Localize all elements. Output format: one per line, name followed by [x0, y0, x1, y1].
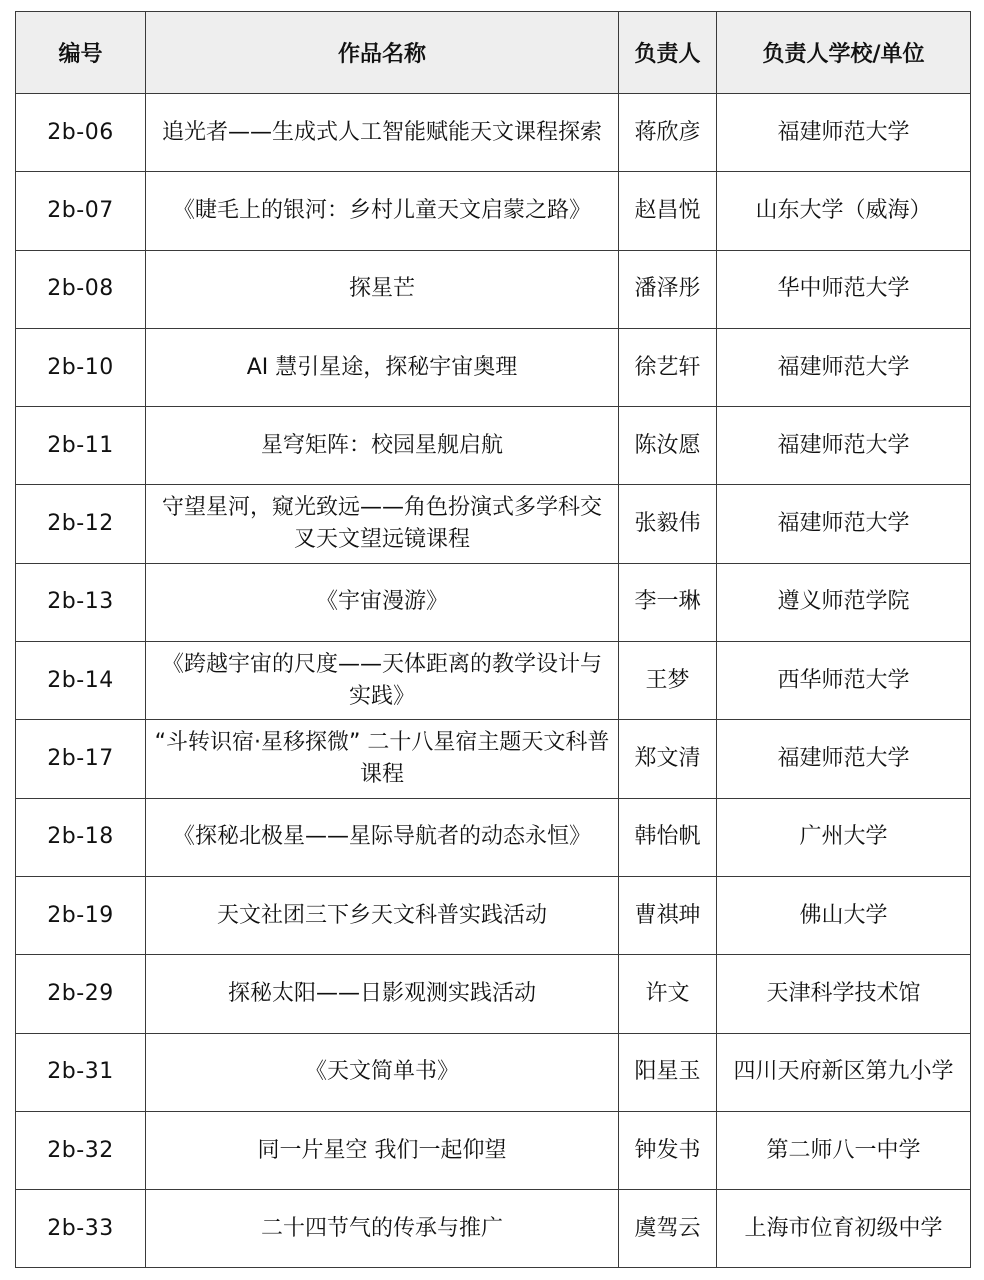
cell-id: 2b-17 [16, 720, 146, 798]
cell-owner: 王梦 [619, 642, 717, 720]
cell-owner: 虞驾云 [619, 1190, 717, 1268]
cell-title: 二十四节气的传承与推广 [146, 1190, 619, 1268]
cell-owner: 潘泽彤 [619, 250, 717, 328]
cell-title: 《探秘北极星——星际导航者的动态永恒》 [146, 798, 619, 876]
header-row [16, 12, 971, 94]
cell-owner: 赵昌悦 [619, 172, 717, 250]
table-row [16, 642, 971, 720]
cell-school: 第二师八一中学 [717, 1111, 971, 1189]
header-id: 编号 [16, 12, 146, 94]
cell-id: 2b-13 [16, 563, 146, 641]
table-row [16, 1033, 971, 1111]
cell-school: 天津科学技术馆 [717, 955, 971, 1033]
cell-id: 2b-08 [16, 250, 146, 328]
table-row [16, 563, 971, 641]
cell-school: 福建师范大学 [717, 94, 971, 172]
table-row [16, 328, 971, 406]
table-row [16, 798, 971, 876]
cell-owner: 张毅伟 [619, 485, 717, 563]
cell-title: 探秘太阳——日影观测实践活动 [146, 955, 619, 1033]
cell-id: 2b-29 [16, 955, 146, 1033]
cell-owner: 蒋欣彦 [619, 94, 717, 172]
table-row [16, 485, 971, 563]
cell-id: 2b-33 [16, 1190, 146, 1268]
table-row [16, 720, 971, 798]
cell-title: 同一片星空 我们一起仰望 [146, 1111, 619, 1189]
cell-title: AI 慧引星途，探秘宇宙奥理 [146, 328, 619, 406]
table-row [16, 172, 971, 250]
cell-school: 佛山大学 [717, 876, 971, 954]
cell-id: 2b-07 [16, 172, 146, 250]
cell-id: 2b-11 [16, 407, 146, 485]
cell-school: 福建师范大学 [717, 407, 971, 485]
cell-title: 星穹矩阵：校园星舰启航 [146, 407, 619, 485]
header-title: 作品名称 [146, 12, 619, 94]
table-row [16, 876, 971, 954]
table-row [16, 1190, 971, 1268]
cell-id: 2b-12 [16, 485, 146, 563]
cell-owner: 许文 [619, 955, 717, 1033]
cell-id: 2b-10 [16, 328, 146, 406]
cell-id: 2b-19 [16, 876, 146, 954]
table-row [16, 1111, 971, 1189]
cell-id: 2b-14 [16, 642, 146, 720]
cell-school: 广州大学 [717, 798, 971, 876]
awards-table [15, 11, 971, 1268]
cell-title: 追光者——生成式人工智能赋能天文课程探索 [146, 94, 619, 172]
cell-id: 2b-06 [16, 94, 146, 172]
cell-title: “斗转识宿·星移探微” 二十八星宿主题天文科普课程 [146, 720, 619, 798]
cell-owner: 陈汝愿 [619, 407, 717, 485]
cell-school: 福建师范大学 [717, 720, 971, 798]
table-row [16, 94, 971, 172]
table-body [16, 94, 971, 1268]
cell-school: 华中师范大学 [717, 250, 971, 328]
cell-id: 2b-18 [16, 798, 146, 876]
cell-owner: 钟发书 [619, 1111, 717, 1189]
cell-owner: 阳星玉 [619, 1033, 717, 1111]
cell-id: 2b-31 [16, 1033, 146, 1111]
cell-title: 探星芒 [146, 250, 619, 328]
table-row [16, 250, 971, 328]
header-owner: 负责人 [619, 12, 717, 94]
cell-title: 《宇宙漫游》 [146, 563, 619, 641]
cell-owner: 李一琳 [619, 563, 717, 641]
cell-owner: 曹祺珅 [619, 876, 717, 954]
header-school: 负责人学校/单位 [717, 12, 971, 94]
cell-title: 《天文简单书》 [146, 1033, 619, 1111]
cell-school: 福建师范大学 [717, 328, 971, 406]
cell-school: 上海市位育初级中学 [717, 1190, 971, 1268]
cell-school: 西华师范大学 [717, 642, 971, 720]
cell-title: 守望星河，窥光致远——角色扮演式多学科交叉天文望远镜课程 [146, 485, 619, 563]
cell-title: 《睫毛上的银河：乡村儿童天文启蒙之路》 [146, 172, 619, 250]
cell-title: 天文社团三下乡天文科普实践活动 [146, 876, 619, 954]
cell-owner: 韩怡帆 [619, 798, 717, 876]
cell-school: 福建师范大学 [717, 485, 971, 563]
cell-title: 《跨越宇宙的尺度——天体距离的教学设计与实践》 [146, 642, 619, 720]
cell-id: 2b-32 [16, 1111, 146, 1189]
cell-school: 四川天府新区第九小学 [717, 1033, 971, 1111]
cell-school: 山东大学（威海） [717, 172, 971, 250]
table-row [16, 955, 971, 1033]
table-row [16, 407, 971, 485]
cell-owner: 郑文清 [619, 720, 717, 798]
table-header [16, 12, 971, 94]
cell-owner: 徐艺轩 [619, 328, 717, 406]
cell-school: 遵义师范学院 [717, 563, 971, 641]
